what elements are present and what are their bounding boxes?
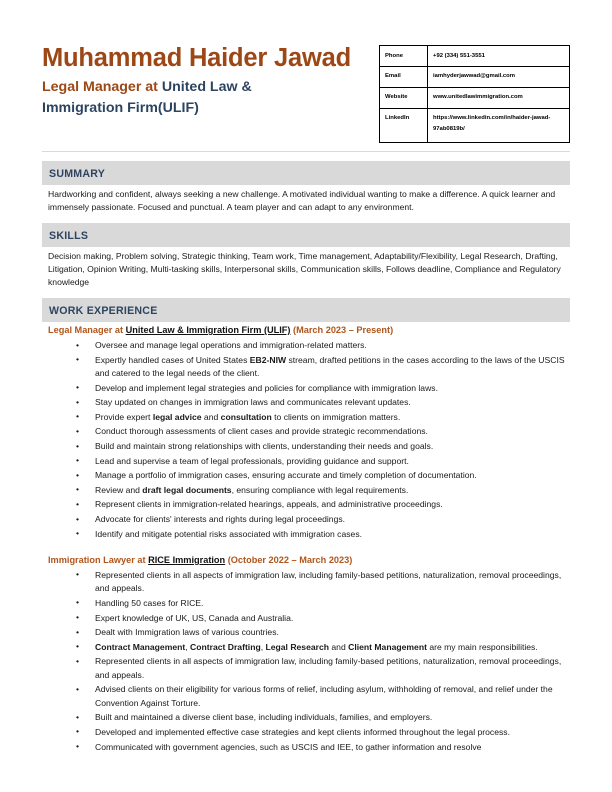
- job-bullet: • Built and maintained a diverse client base, including individuals, families, and employers.: [42, 711, 570, 724]
- contact-label-phone: Phone: [380, 46, 428, 67]
- header-divider: [42, 151, 570, 152]
- contact-row-linkedin: [380, 108, 570, 142]
- job-bullet: • Represented clients in all aspects of immigration law, including family-based petitions, naturalization, removal proceedings, and appeals.: [42, 655, 570, 682]
- job-role: Legal Manager at: [48, 325, 126, 336]
- job-entry: [42, 324, 570, 541]
- job-bullet: • Identify and mitigate potential risks associated with immigration cases.: [42, 528, 570, 541]
- job-bullet: • Provide expert legal advice and consultation to clients on immigration matters.: [42, 411, 570, 424]
- contact-value-linkedin[interactable]: https://www.linkedin.com/in/haider-jawad-97ab0819b/: [428, 108, 570, 142]
- contact-value-phone: +92 (334) 551-3551: [428, 46, 570, 67]
- section-skills: [42, 223, 570, 289]
- job-bullet: • Handling 50 cases for RICE.: [42, 597, 570, 610]
- jobs-list: [42, 324, 570, 754]
- contact-row-phone: [380, 46, 570, 67]
- job-heading: [42, 554, 570, 568]
- job-bullet: • Represented clients in all aspects of immigration law, including family-based petitions, naturalization, removal proceedings, and appeals.: [42, 569, 570, 596]
- section-bar-summary: [42, 161, 570, 185]
- job-bullet: • Review and draft legal documents, ensuring compliance with legal requirements.: [42, 484, 570, 497]
- summary-text: Hardworking and confident, always seeking a new challenge. A motivated individual wanting to make a difference. A quick learner and immensely passionate. Focused and punctual. A team player and can adapt to any environment.: [48, 188, 556, 212]
- contact-value-email[interactable]: iamhyderjawwad@gmail.com: [428, 66, 570, 87]
- job-bullet: • Dealt with Immigration laws of various countries.: [42, 626, 570, 639]
- job-bullet-list: [42, 339, 570, 541]
- job-period: (October 2022 – March 2023): [225, 555, 353, 565]
- job-bullet: • Contract Management, Contract Drafting, Legal Research and Client Management are my main responsibilities.: [42, 641, 570, 654]
- job-bullet: • Oversee and manage legal operations and immigration-related matters.: [42, 339, 570, 352]
- section-work-experience: [42, 298, 570, 754]
- job-company: RICE Immigration: [148, 555, 226, 565]
- section-title-skills: SKILLS: [49, 229, 89, 242]
- contact-row-website: [380, 87, 570, 108]
- job-bullet: • Conduct thorough assessments of client cases and provide strategic recommendations.: [42, 425, 570, 438]
- job-bullet: • Stay updated on changes in immigration laws and communicates relevant updates.: [42, 396, 570, 409]
- section-bar-skills: [42, 223, 570, 247]
- job-heading: [42, 324, 570, 338]
- headline-organization: United Law & Immigration Firm(ULIF): [42, 78, 252, 116]
- headline-role: Legal Manager at: [42, 78, 162, 95]
- section-title-summary: SUMMARY: [49, 167, 106, 180]
- job-bullet: • Advised clients on their eligibility for various forms of relief, including asylum, withholding of removal, and relief under the Convention Against Torture.: [42, 683, 570, 710]
- contact-value-website[interactable]: www.unitedlawimmigration.com: [428, 87, 570, 108]
- job-period: (March 2023 – Present): [290, 325, 394, 336]
- section-bar-work-experience: [42, 298, 570, 322]
- contact-label-email: Email: [380, 66, 428, 87]
- contact-label-linkedin: LinkedIn: [380, 108, 428, 142]
- contact-row-email: [380, 66, 570, 87]
- identity-block: [42, 42, 372, 119]
- candidate-headline: [42, 77, 312, 119]
- job-bullet-list: [42, 569, 570, 754]
- resume-header: [42, 42, 570, 143]
- job-bullet: • Develop and implement legal strategies and policies for compliance with immigration laws.: [42, 382, 570, 395]
- section-title-work-experience: WORK EXPERIENCE: [49, 305, 158, 318]
- job-bullet: • Expertly handled cases of United States EB2-NIW stream, drafted petitions in the cases according to the laws of the USCIS and catered to the legal needs of the client.: [42, 354, 570, 381]
- job-company: United Law & Immigration Firm (ULIF): [125, 325, 291, 336]
- job-entry: [42, 554, 570, 754]
- contact-label-website: Website: [380, 87, 428, 108]
- contact-table: [379, 45, 570, 143]
- job-bullet: • Manage a portfolio of immigration cases, ensuring accurate and timely completion of documentation.: [42, 469, 570, 482]
- job-role: Immigration Lawyer at: [48, 555, 149, 565]
- job-bullet: • Build and maintain strong relationships with clients, understanding their needs and goals.: [42, 440, 570, 453]
- section-summary: [42, 161, 570, 214]
- job-bullet: • Communicated with government agencies, such as USCIS and IEE, to gather information and resolve: [42, 741, 570, 754]
- skills-text: Decision making, Problem solving, Strategic thinking, Team work, Time management, Adaptability/Flexibility, Legal Research, Drafting, Litigation, Opinion Writing, Multi-tasking skills, Interpersonal skills, Communication skills, Follows deadline, Compliance and Regulatory knowledge: [48, 250, 561, 288]
- job-bullet: • Expert knowledge of UK, US, Canada and Australia.: [42, 612, 570, 625]
- job-bullet: • Developed and implemented effective case strategies and kept clients informed throughout the legal process.: [42, 726, 570, 739]
- job-bullet: • Represent clients in immigration-related hearings, appeals, and administrative proceedings.: [42, 498, 570, 511]
- job-bullet: • Advocate for clients' interests and rights during legal proceedings.: [42, 513, 570, 526]
- candidate-name: Muhammad Haider Jawad: [42, 44, 351, 72]
- job-bullet: • Lead and supervise a team of legal professionals, providing guidance and support.: [42, 455, 570, 468]
